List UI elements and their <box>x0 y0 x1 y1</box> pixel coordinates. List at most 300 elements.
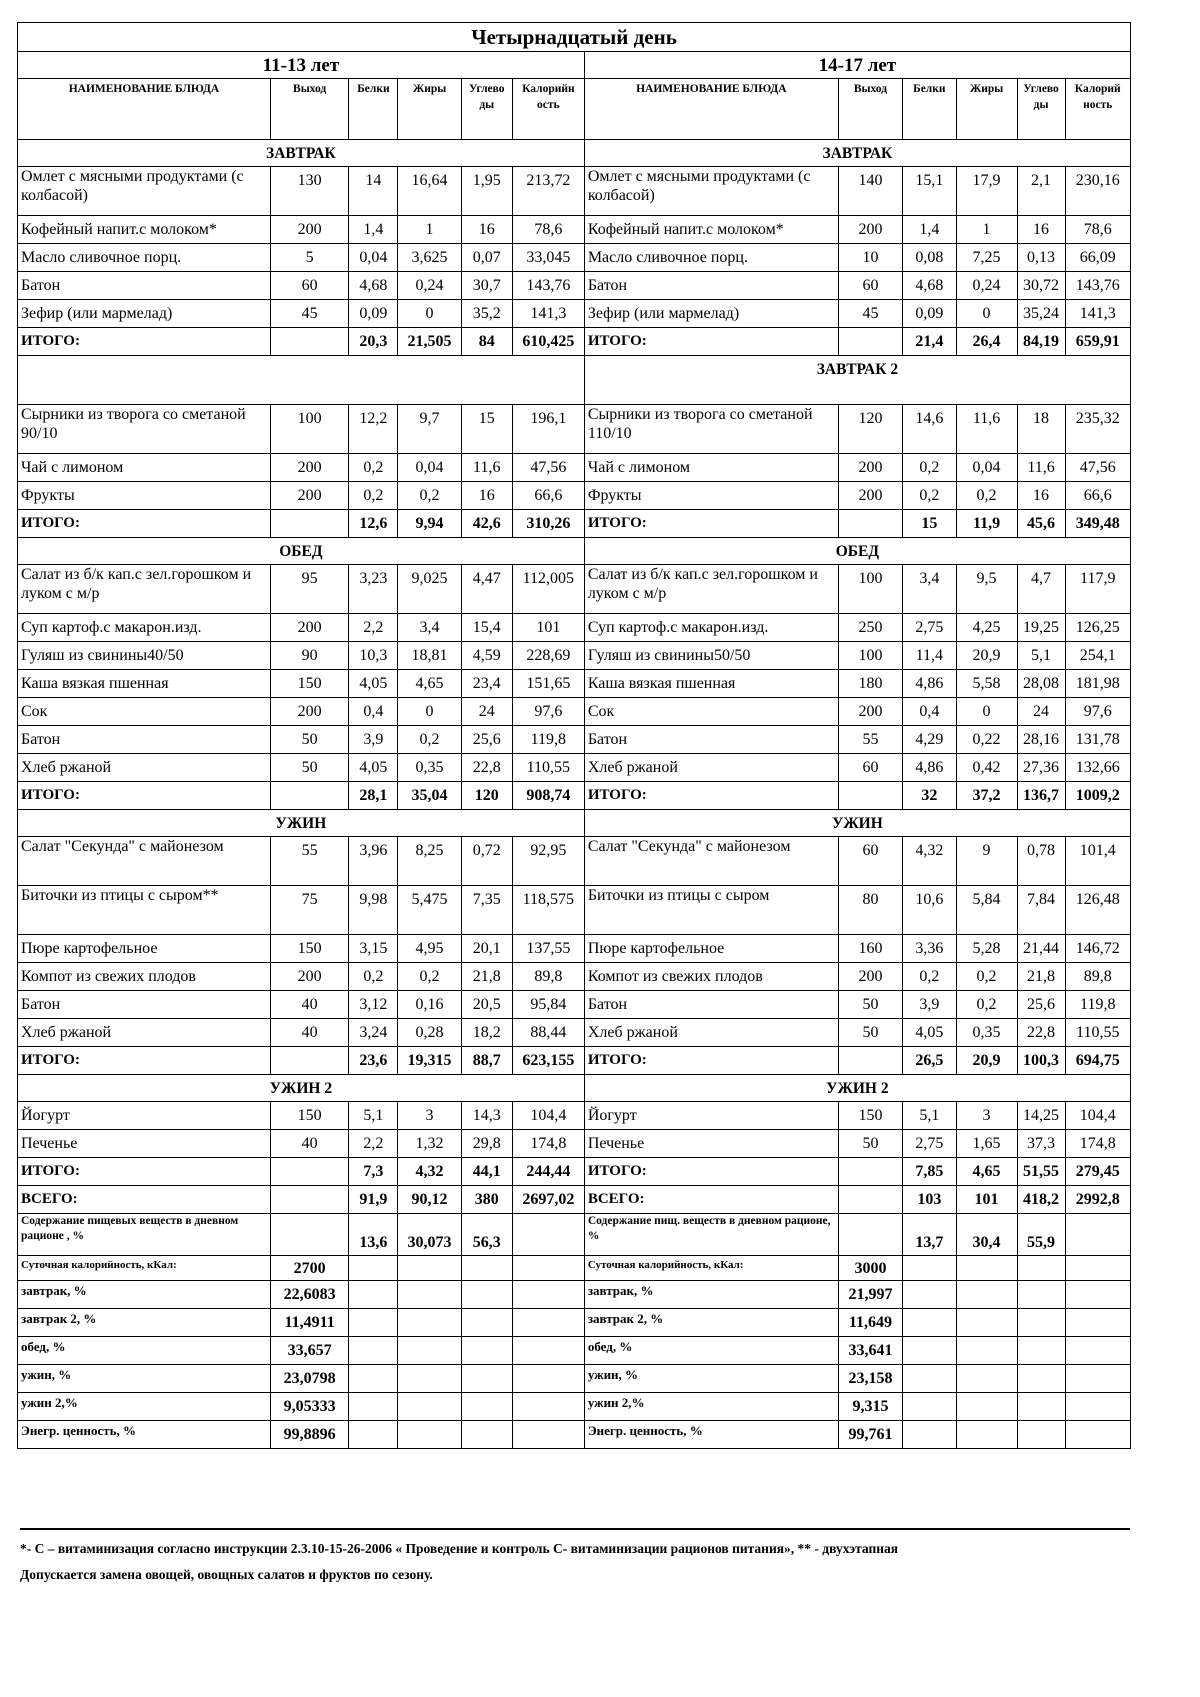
yield-value: 200 <box>270 482 348 510</box>
fat-value: 30,4 <box>956 1214 1017 1256</box>
kcal-value: 78,6 <box>512 216 584 244</box>
protein-value <box>349 1421 398 1449</box>
empty-cell <box>18 356 585 405</box>
protein-value: 0,09 <box>349 300 398 328</box>
dish-name: Хлеб ржаной <box>18 754 271 782</box>
kcal-value: 112,005 <box>512 565 584 614</box>
dish-name: Сок <box>584 698 838 726</box>
carbs-value: 14,3 <box>461 1102 512 1130</box>
yield-value: 50 <box>838 1019 902 1047</box>
yield-value: 23,158 <box>838 1365 902 1393</box>
protein-value: 14 <box>349 167 398 216</box>
dish-name: Пюре картофельное <box>18 935 271 963</box>
kcal-value <box>512 1281 584 1309</box>
yield-value: 9,05333 <box>270 1393 348 1421</box>
dish-name: ужин, % <box>584 1365 838 1393</box>
total-row <box>18 510 1131 538</box>
yield-value: 33,657 <box>270 1337 348 1365</box>
table-row <box>18 1102 1131 1130</box>
kcal-value: 279,45 <box>1065 1158 1131 1186</box>
protein-value: 0,4 <box>349 698 398 726</box>
kcal-value: 143,76 <box>512 272 584 300</box>
carbs-value: 55,9 <box>1017 1214 1065 1256</box>
fat-value: 7,25 <box>956 244 1017 272</box>
carbs-value: 0,13 <box>1017 244 1065 272</box>
header-kcal: Калорий ность <box>1065 79 1131 140</box>
carbs-value: 0,78 <box>1017 837 1065 886</box>
carbs-value: 16 <box>1017 482 1065 510</box>
protein-value: 4,05 <box>903 1019 956 1047</box>
kcal-value: 1009,2 <box>1065 782 1131 810</box>
protein-value: 4,29 <box>903 726 956 754</box>
fat-value: 0,2 <box>398 726 461 754</box>
protein-value <box>349 1337 398 1365</box>
table-row <box>18 1130 1131 1158</box>
menu-table <box>17 22 1131 1449</box>
fat-value: 11,6 <box>956 405 1017 454</box>
protein-value: 2,2 <box>349 1130 398 1158</box>
kcal-value: 47,56 <box>512 454 584 482</box>
carbs-value: 25,6 <box>461 726 512 754</box>
carbs-value: 20,1 <box>461 935 512 963</box>
fat-value: 9,94 <box>398 510 461 538</box>
fat-value: 3,4 <box>398 614 461 642</box>
kcal-value: 659,91 <box>1065 328 1131 356</box>
section-title: ОБЕД <box>584 538 1130 565</box>
protein-value: 4,32 <box>903 837 956 886</box>
header-carbs: Углево ды <box>461 79 512 140</box>
section-title: УЖИН <box>18 810 585 837</box>
yield-value: 140 <box>838 167 902 216</box>
summary-row <box>18 1421 1131 1449</box>
total-row <box>18 1047 1131 1075</box>
kcal-value <box>1065 1365 1131 1393</box>
carbs-value: 30,7 <box>461 272 512 300</box>
carbs-value <box>461 1337 512 1365</box>
yield-value: 11,4911 <box>270 1309 348 1337</box>
yield-value: 10 <box>838 244 902 272</box>
yield-value <box>838 1047 902 1075</box>
table-row <box>18 405 1131 454</box>
yield-value: 99,8896 <box>270 1421 348 1449</box>
fat-value: 4,65 <box>956 1158 1017 1186</box>
carbs-value <box>1017 1365 1065 1393</box>
fat-value <box>956 1281 1017 1309</box>
carbs-value: 20,5 <box>461 991 512 1019</box>
yield-value: 50 <box>838 1130 902 1158</box>
protein-value: 20,3 <box>349 328 398 356</box>
carbs-value: 16 <box>1017 216 1065 244</box>
carbs-value: 0,72 <box>461 837 512 886</box>
dish-name: Суточная калорийность, кКал: <box>18 1256 271 1281</box>
fat-value <box>398 1393 461 1421</box>
dish-name: Масло сливочное порц. <box>584 244 838 272</box>
dish-name: Печенье <box>18 1130 271 1158</box>
carbs-value <box>1017 1281 1065 1309</box>
carbs-value <box>461 1309 512 1337</box>
carbs-value <box>461 1365 512 1393</box>
total-label: ИТОГО: <box>584 1158 838 1186</box>
yield-value: 45 <box>838 300 902 328</box>
yield-value <box>838 1214 902 1256</box>
fat-value: 0,22 <box>956 726 1017 754</box>
fat-value: 19,315 <box>398 1047 461 1075</box>
kcal-value: 610,425 <box>512 328 584 356</box>
protein-value: 28,1 <box>349 782 398 810</box>
footnote <box>20 1528 1130 1588</box>
protein-value: 3,23 <box>349 565 398 614</box>
dish-name: Батон <box>584 726 838 754</box>
protein-value: 1,4 <box>349 216 398 244</box>
header-fat: Жиры <box>398 79 461 140</box>
table-row <box>18 754 1131 782</box>
dish-name: Фрукты <box>584 482 838 510</box>
protein-value: 10,6 <box>903 886 956 935</box>
protein-value: 3,9 <box>349 726 398 754</box>
yield-value <box>838 1158 902 1186</box>
yield-value: 150 <box>270 935 348 963</box>
carbs-value: 23,4 <box>461 670 512 698</box>
table-row <box>18 565 1131 614</box>
table-row <box>18 837 1131 886</box>
yield-value: 250 <box>838 614 902 642</box>
kcal-value: 78,6 <box>1065 216 1131 244</box>
dish-name: Печенье <box>584 1130 838 1158</box>
carbs-value: 24 <box>1017 698 1065 726</box>
fat-value: 26,4 <box>956 328 1017 356</box>
section-title: ЗАВТРАК 2 <box>584 356 1130 405</box>
yield-value: 40 <box>270 991 348 1019</box>
dish-name: Йогурт <box>18 1102 271 1130</box>
kcal-value <box>1065 1393 1131 1421</box>
carbs-value <box>1017 1309 1065 1337</box>
total-label: ИТОГО: <box>18 1158 271 1186</box>
dish-name: Батон <box>584 272 838 300</box>
kcal-value: 141,3 <box>1065 300 1131 328</box>
protein-value: 0,2 <box>903 482 956 510</box>
fat-value: 1 <box>398 216 461 244</box>
page-title: Четырнадцатый день <box>18 23 1131 52</box>
summary-row <box>18 1281 1131 1309</box>
fat-value <box>956 1256 1017 1281</box>
yield-value <box>270 1047 348 1075</box>
protein-value: 0,04 <box>349 244 398 272</box>
fat-value: 8,25 <box>398 837 461 886</box>
dish-name: Батон <box>18 726 271 754</box>
yield-value: 21,997 <box>838 1281 902 1309</box>
dish-name: Каша вязкая пшенная <box>584 670 838 698</box>
yield-value: 40 <box>270 1130 348 1158</box>
summary-row <box>18 1214 1131 1256</box>
fat-value: 0,24 <box>398 272 461 300</box>
kcal-value: 119,8 <box>512 726 584 754</box>
yield-value: 150 <box>270 1102 348 1130</box>
carbs-value: 16 <box>461 482 512 510</box>
kcal-value: 310,26 <box>512 510 584 538</box>
fat-value: 5,475 <box>398 886 461 935</box>
protein-value <box>349 1393 398 1421</box>
carbs-value: 136,7 <box>1017 782 1065 810</box>
kcal-value: 131,78 <box>1065 726 1131 754</box>
protein-value <box>903 1421 956 1449</box>
fat-value: 17,9 <box>956 167 1017 216</box>
kcal-value: 230,16 <box>1065 167 1131 216</box>
protein-value: 3,15 <box>349 935 398 963</box>
summary-row <box>18 1337 1131 1365</box>
carbs-value <box>1017 1337 1065 1365</box>
summary-row <box>18 1309 1131 1337</box>
fat-value: 1,65 <box>956 1130 1017 1158</box>
fat-value <box>398 1337 461 1365</box>
table-row <box>18 1019 1131 1047</box>
protein-value: 2,75 <box>903 614 956 642</box>
protein-value: 0,2 <box>349 482 398 510</box>
yield-value: 150 <box>838 1102 902 1130</box>
fat-value: 5,28 <box>956 935 1017 963</box>
fat-value <box>398 1309 461 1337</box>
kcal-value: 66,6 <box>512 482 584 510</box>
yield-value: 60 <box>838 754 902 782</box>
yield-value: 90 <box>270 642 348 670</box>
yield-value: 9,315 <box>838 1393 902 1421</box>
protein-value: 4,05 <box>349 670 398 698</box>
total-row <box>18 1186 1131 1214</box>
fat-value: 4,65 <box>398 670 461 698</box>
total-label: ИТОГО: <box>18 782 271 810</box>
protein-value <box>903 1256 956 1281</box>
carbs-value: 42,6 <box>461 510 512 538</box>
total-label: ВСЕГО: <box>18 1186 271 1214</box>
kcal-value: 181,98 <box>1065 670 1131 698</box>
table-row <box>18 216 1131 244</box>
fat-value: 0,2 <box>956 991 1017 1019</box>
carbs-value: 14,25 <box>1017 1102 1065 1130</box>
kcal-value <box>512 1421 584 1449</box>
carbs-value: 35,24 <box>1017 300 1065 328</box>
fat-value: 1 <box>956 216 1017 244</box>
fat-value: 18,81 <box>398 642 461 670</box>
carbs-value: 120 <box>461 782 512 810</box>
yield-value: 160 <box>838 935 902 963</box>
yield-value: 11,649 <box>838 1309 902 1337</box>
kcal-value: 104,4 <box>512 1102 584 1130</box>
protein-value: 5,1 <box>349 1102 398 1130</box>
header-kcal: Калорийн ость <box>512 79 584 140</box>
protein-value: 7,3 <box>349 1158 398 1186</box>
protein-value: 0,08 <box>903 244 956 272</box>
fat-value: 16,64 <box>398 167 461 216</box>
carbs-value: 7,35 <box>461 886 512 935</box>
yield-value: 200 <box>838 482 902 510</box>
header-yield: Выход <box>838 79 902 140</box>
fat-value: 0,04 <box>956 454 1017 482</box>
protein-value: 32 <box>903 782 956 810</box>
kcal-value: 101,4 <box>1065 837 1131 886</box>
kcal-value: 101 <box>512 614 584 642</box>
dish-name: Батон <box>18 991 271 1019</box>
carbs-value <box>1017 1256 1065 1281</box>
fat-value: 1,32 <box>398 1130 461 1158</box>
yield-value: 60 <box>838 837 902 886</box>
kcal-value: 244,44 <box>512 1158 584 1186</box>
fat-value: 0 <box>398 698 461 726</box>
dish-name: Сырники из творога со сметаной 110/10 <box>584 405 838 454</box>
dish-name: Масло сливочное порц. <box>18 244 271 272</box>
total-label: ИТОГО: <box>584 782 838 810</box>
kcal-value: 47,56 <box>1065 454 1131 482</box>
protein-value <box>903 1393 956 1421</box>
carbs-value: 21,8 <box>1017 963 1065 991</box>
yield-value: 55 <box>270 837 348 886</box>
table-row <box>18 454 1131 482</box>
fat-value: 35,04 <box>398 782 461 810</box>
protein-value: 13,6 <box>349 1214 398 1256</box>
dish-name: Батон <box>584 991 838 1019</box>
kcal-value: 126,25 <box>1065 614 1131 642</box>
summary-row <box>18 1365 1131 1393</box>
kcal-value <box>512 1214 584 1256</box>
fat-value: 0,35 <box>956 1019 1017 1047</box>
carbs-value: 88,7 <box>461 1047 512 1075</box>
dish-name: Чай с лимоном <box>18 454 271 482</box>
protein-value: 0,2 <box>349 963 398 991</box>
dish-name: завтрак, % <box>18 1281 271 1309</box>
kcal-value: 694,75 <box>1065 1047 1131 1075</box>
kcal-value: 623,155 <box>512 1047 584 1075</box>
fat-value: 30,073 <box>398 1214 461 1256</box>
protein-value: 13,7 <box>903 1214 956 1256</box>
fat-value: 0 <box>956 698 1017 726</box>
dish-name: ужин 2,% <box>584 1393 838 1421</box>
dish-name: ужин, % <box>18 1365 271 1393</box>
yield-value: 200 <box>838 963 902 991</box>
carbs-value: 16 <box>461 216 512 244</box>
fat-value: 0,2 <box>956 963 1017 991</box>
fat-value <box>956 1393 1017 1421</box>
protein-value: 4,86 <box>903 754 956 782</box>
kcal-value: 141,3 <box>512 300 584 328</box>
carbs-value: 22,8 <box>1017 1019 1065 1047</box>
table-row <box>18 698 1131 726</box>
carbs-value <box>461 1256 512 1281</box>
dish-name: Содержание пищевых веществ в дневном рационе , % <box>18 1214 271 1256</box>
fat-value: 9 <box>956 837 1017 886</box>
dish-name: Гуляш из свинины40/50 <box>18 642 271 670</box>
protein-value: 3,36 <box>903 935 956 963</box>
kcal-value: 95,84 <box>512 991 584 1019</box>
kcal-value <box>1065 1309 1131 1337</box>
dish-name: Гуляш из свинины50/50 <box>584 642 838 670</box>
protein-value: 4,68 <box>349 272 398 300</box>
dish-name: Салат из б/к кап.с зел.горошком и луком с м/р <box>18 565 271 614</box>
kcal-value <box>1065 1214 1131 1256</box>
fat-value: 20,9 <box>956 1047 1017 1075</box>
dish-name: завтрак 2, % <box>18 1309 271 1337</box>
yield-value: 40 <box>270 1019 348 1047</box>
dish-name: Энегр. ценность, % <box>584 1421 838 1449</box>
dish-name: Биточки из птицы с сыром** <box>18 886 271 935</box>
kcal-value <box>512 1365 584 1393</box>
section-row <box>18 1075 1131 1102</box>
total-label: ИТОГО: <box>584 328 838 356</box>
protein-value: 3,4 <box>903 565 956 614</box>
dish-name: Чай с лимоном <box>584 454 838 482</box>
kcal-value: 66,09 <box>1065 244 1131 272</box>
kcal-value: 143,76 <box>1065 272 1131 300</box>
dish-name: Фрукты <box>18 482 271 510</box>
kcal-value <box>512 1256 584 1281</box>
kcal-value: 92,95 <box>512 837 584 886</box>
yield-value: 200 <box>838 454 902 482</box>
fat-value: 90,12 <box>398 1186 461 1214</box>
dish-name: Компот из свежих плодов <box>584 963 838 991</box>
age-group-left: 11-13 лет <box>18 52 585 79</box>
protein-value: 5,1 <box>903 1102 956 1130</box>
age-group-right: 14-17 лет <box>584 52 1130 79</box>
dish-name: Энегр. ценность, % <box>18 1421 271 1449</box>
fat-value <box>398 1256 461 1281</box>
fat-value: 0,2 <box>398 963 461 991</box>
header-yield: Выход <box>270 79 348 140</box>
total-row <box>18 782 1131 810</box>
summary-row <box>18 1393 1131 1421</box>
yield-value <box>838 782 902 810</box>
table-row <box>18 935 1131 963</box>
carbs-value: 19,25 <box>1017 614 1065 642</box>
kcal-value: 117,9 <box>1065 565 1131 614</box>
protein-value: 3,12 <box>349 991 398 1019</box>
carbs-value: 21,44 <box>1017 935 1065 963</box>
dish-name: Салат "Секунда" с майонезом <box>18 837 271 886</box>
protein-value: 3,9 <box>903 991 956 1019</box>
yield-value: 95 <box>270 565 348 614</box>
fat-value <box>398 1281 461 1309</box>
dish-name: Суточная калорийность, кКал: <box>584 1256 838 1281</box>
carbs-value: 4,7 <box>1017 565 1065 614</box>
protein-value: 15,1 <box>903 167 956 216</box>
table-row <box>18 670 1131 698</box>
yield-value: 3000 <box>838 1256 902 1281</box>
dish-name: Омлет с мясными продуктами (с колбасой) <box>18 167 271 216</box>
carbs-value: 0,07 <box>461 244 512 272</box>
section-row <box>18 356 1131 405</box>
fat-value: 0,2 <box>398 482 461 510</box>
total-label: ИТОГО: <box>584 1047 838 1075</box>
yield-value: 60 <box>838 272 902 300</box>
yield-value: 130 <box>270 167 348 216</box>
fat-value: 0,42 <box>956 754 1017 782</box>
kcal-value: 89,8 <box>1065 963 1131 991</box>
dish-name: Кофейный напит.с молоком* <box>584 216 838 244</box>
section-title: УЖИН <box>584 810 1130 837</box>
yield-value: 200 <box>838 216 902 244</box>
dish-name: завтрак 2, % <box>584 1309 838 1337</box>
yield-value: 5 <box>270 244 348 272</box>
fat-value: 21,505 <box>398 328 461 356</box>
fat-value: 0,16 <box>398 991 461 1019</box>
yield-value: 200 <box>270 614 348 642</box>
protein-value: 91,9 <box>349 1186 398 1214</box>
protein-value <box>903 1365 956 1393</box>
yield-value: 60 <box>270 272 348 300</box>
kcal-value <box>1065 1337 1131 1365</box>
protein-value: 0,2 <box>349 454 398 482</box>
dish-name: Биточки из птицы с сыром <box>584 886 838 935</box>
header-fat: Жиры <box>956 79 1017 140</box>
summary-row <box>18 1256 1131 1281</box>
yield-value <box>270 510 348 538</box>
table-row <box>18 726 1131 754</box>
